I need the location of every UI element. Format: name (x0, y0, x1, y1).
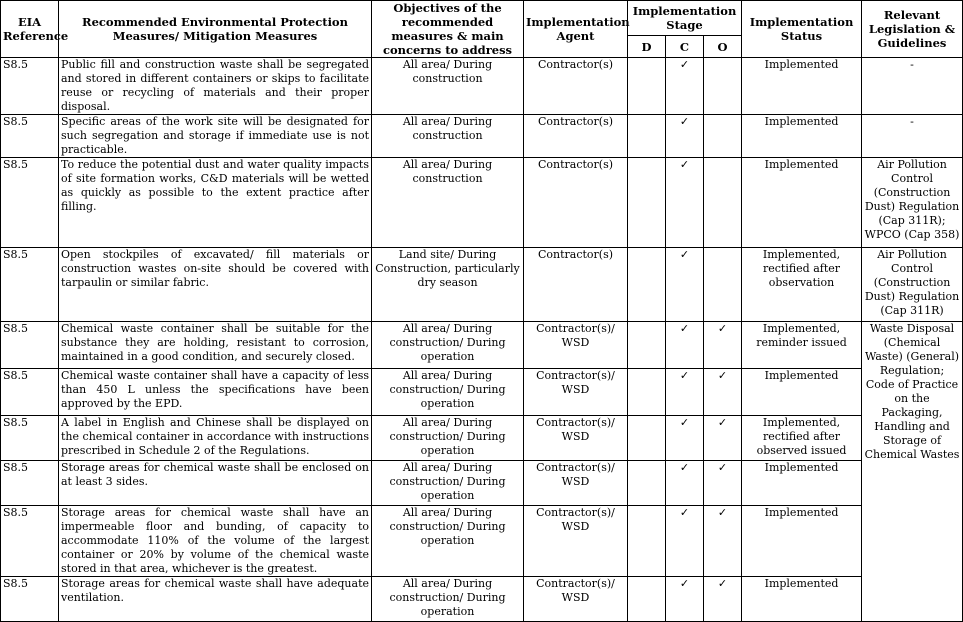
legislation-cell: - (862, 58, 963, 115)
table-row (1, 506, 963, 577)
stage-d-cell (628, 322, 666, 369)
stage-o-check-icon: ✓ (704, 577, 742, 622)
status-cell: Implemented (742, 461, 862, 506)
eia-reference-cell: S8.5 (1, 322, 59, 369)
eia-reference-cell: S8.5 (1, 58, 59, 115)
header-eia-reference: EIA Reference (1, 1, 59, 58)
stage-c-check-icon: ✓ (666, 58, 704, 115)
stage-d-cell (628, 248, 666, 322)
stage-d-cell (628, 506, 666, 577)
status-cell: Implemented (742, 58, 862, 115)
status-cell: Implemented, rectified after observed issued (742, 416, 862, 461)
stage-c-check-icon: ✓ (666, 158, 704, 248)
header-objectives: Objectives of the recommended measures & main concerns to address (372, 1, 524, 58)
objective-cell: All area/ During construction/ During operation (372, 322, 524, 369)
stage-d-cell (628, 416, 666, 461)
agent-cell: Contractor(s) (524, 248, 628, 322)
measure-cell: Chemical waste container shall be suitable for the substance they are holding, resistant to corrosion, maintained in a good condition, and securely closed. (59, 322, 372, 369)
stage-o-cell (704, 115, 742, 158)
stage-d-cell (628, 58, 666, 115)
stage-o-check-icon: ✓ (704, 461, 742, 506)
legislation-cell: - (862, 115, 963, 158)
objective-cell: All area/ During construction/ During operation (372, 369, 524, 416)
objective-cell: All area/ During construction (372, 158, 524, 248)
status-cell: Implemented (742, 158, 862, 248)
stage-o-check-icon: ✓ (704, 322, 742, 369)
stage-c-check-icon: ✓ (666, 248, 704, 322)
eia-reference-cell: S8.5 (1, 506, 59, 577)
stage-d-cell (628, 158, 666, 248)
status-cell: Implemented (742, 577, 862, 622)
measure-cell: Storage areas for chemical waste shall be enclosed on at least 3 sides. (59, 461, 372, 506)
eia-reference-cell: S8.5 (1, 416, 59, 461)
agent-cell: Contractor(s)/ WSD (524, 461, 628, 506)
stage-c-check-icon: ✓ (666, 506, 704, 577)
measure-cell: Open stockpiles of excavated/ fill materials or construction wastes on-site should be covered with tarpaulin or similar fabric. (59, 248, 372, 322)
table-row (1, 369, 963, 416)
eia-reference-cell: S8.5 (1, 248, 59, 322)
objective-cell: Land site/ During Construction, particularly dry season (372, 248, 524, 322)
stage-d-cell (628, 115, 666, 158)
stage-c-check-icon: ✓ (666, 577, 704, 622)
table-row (1, 322, 963, 369)
table-row (1, 58, 963, 115)
header-stage-d: D (628, 36, 666, 58)
agent-cell: Contractor(s)/ WSD (524, 369, 628, 416)
table-row (1, 461, 963, 506)
stage-o-check-icon: ✓ (704, 506, 742, 577)
stage-o-check-icon: ✓ (704, 369, 742, 416)
stage-o-cell (704, 158, 742, 248)
table-row (1, 248, 963, 322)
measure-cell: Storage areas for chemical waste shall have adequate ventilation. (59, 577, 372, 622)
header-legislation: Relevant Legislation & Guidelines (862, 1, 963, 58)
measure-cell: Specific areas of the work site will be designated for such segregation and storage if immediate use is not practicable. (59, 115, 372, 158)
table-row (1, 115, 963, 158)
header-stage-o: O (704, 36, 742, 58)
table-row (1, 158, 963, 248)
status-cell: Implemented (742, 506, 862, 577)
agent-cell: Contractor(s) (524, 58, 628, 115)
stage-c-check-icon: ✓ (666, 461, 704, 506)
objective-cell: All area/ During construction (372, 115, 524, 158)
measure-cell: Public fill and construction waste shall be segregated and stored in different containers or skips to facilitate reuse or recycling of materials and their proper disposal. (59, 58, 372, 115)
legislation-cell: Air Pollution Control (Construction Dust) Regulation (Cap 311R); WPCO (Cap 358) (862, 158, 963, 248)
header-status: Implementation Status (742, 1, 862, 58)
stage-d-cell (628, 369, 666, 416)
header-stage-c: C (666, 36, 704, 58)
stage-c-check-icon: ✓ (666, 416, 704, 461)
status-cell: Implemented, rectified after observation (742, 248, 862, 322)
objective-cell: All area/ During construction/ During operation (372, 461, 524, 506)
objective-cell: All area/ During construction/ During operation (372, 577, 524, 622)
agent-cell: Contractor(s) (524, 115, 628, 158)
header-measures: Recommended Environmental Protection Measures/ Mitigation Measures (59, 1, 372, 58)
stage-c-check-icon: ✓ (666, 115, 704, 158)
agent-cell: Contractor(s)/ WSD (524, 416, 628, 461)
stage-d-cell (628, 461, 666, 506)
agent-cell: Contractor(s)/ WSD (524, 577, 628, 622)
agent-cell: Contractor(s)/ WSD (524, 322, 628, 369)
measure-cell: Storage areas for chemical waste shall have an impermeable floor and bunding, of capacity to accommodate 110% of the volume of the largest container or 20% by volume of the chemical waste stored in that area, whichever is the greatest. (59, 506, 372, 577)
eia-reference-cell: S8.5 (1, 158, 59, 248)
eia-reference-cell: S8.5 (1, 577, 59, 622)
eia-reference-cell: S8.5 (1, 369, 59, 416)
status-cell: Implemented (742, 369, 862, 416)
objective-cell: All area/ During construction/ During operation (372, 416, 524, 461)
measure-cell: A label in English and Chinese shall be displayed on the chemical container in accordance with instructions prescribed in Schedule 2 of the Regulations. (59, 416, 372, 461)
legislation-cell: Air Pollution Control (Construction Dust) Regulation (Cap 311R) (862, 248, 963, 322)
legislation-merged-cell: Waste Disposal (Chemical Waste) (General) Regulation; Code of Practice on the Packaging, Handling and Storage of Chemical Wastes (862, 322, 963, 622)
stage-d-cell (628, 577, 666, 622)
agent-cell: Contractor(s)/ WSD (524, 506, 628, 577)
stage-o-cell (704, 248, 742, 322)
stage-c-check-icon: ✓ (666, 369, 704, 416)
eia-reference-cell: S8.5 (1, 115, 59, 158)
measure-cell: To reduce the potential dust and water quality impacts of site formation works, C&D materials will be wetted as quickly as possible to the extent practice after filling. (59, 158, 372, 248)
objective-cell: All area/ During construction/ During operation (372, 506, 524, 577)
stage-o-cell (704, 58, 742, 115)
status-cell: Implemented (742, 115, 862, 158)
header-stage: Implementation Stage (628, 1, 742, 36)
header-agent: Implementation Agent (524, 1, 628, 58)
eia-reference-cell: S8.5 (1, 461, 59, 506)
agent-cell: Contractor(s) (524, 158, 628, 248)
stage-o-check-icon: ✓ (704, 416, 742, 461)
status-cell: Implemented, reminder issued (742, 322, 862, 369)
table-row (1, 416, 963, 461)
table-row (1, 577, 963, 622)
stage-c-check-icon: ✓ (666, 322, 704, 369)
measure-cell: Chemical waste container shall have a capacity of less than 450 L unless the specifications have been approved by the EPD. (59, 369, 372, 416)
objective-cell: All area/ During construction (372, 58, 524, 115)
